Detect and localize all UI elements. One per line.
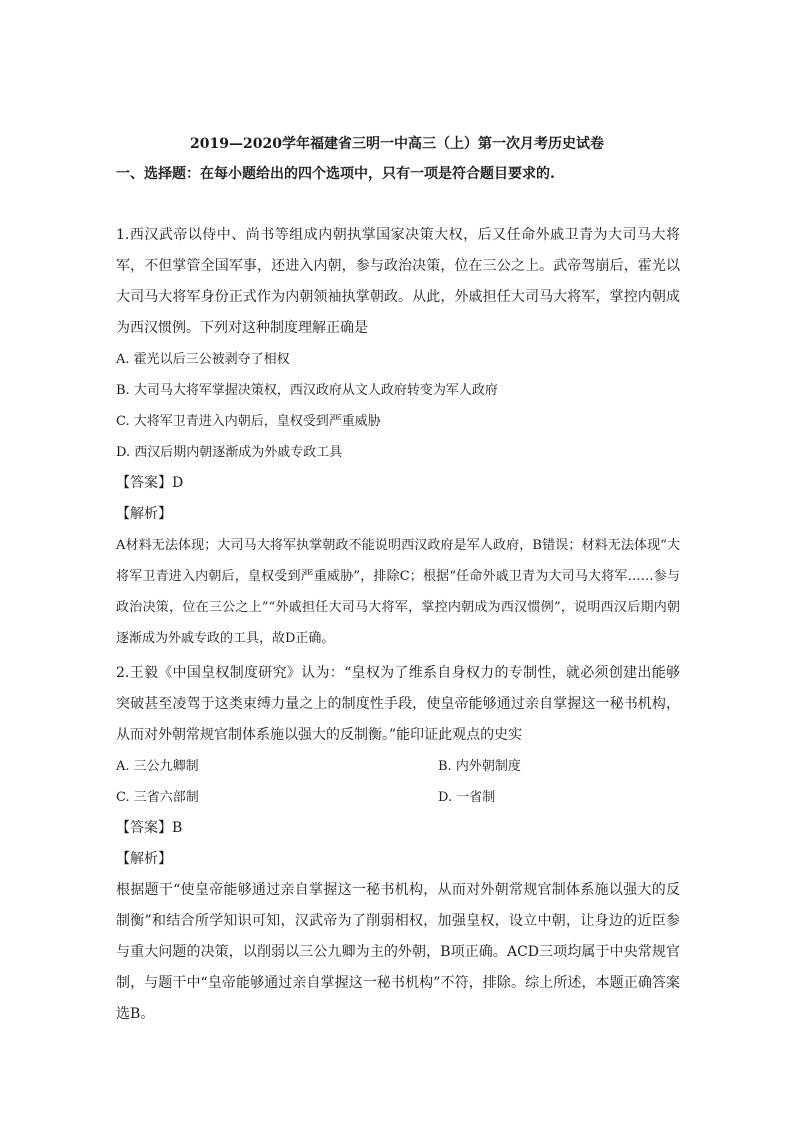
option-d: D. 西汉后期内朝逐渐成为外戚专政工具: [116, 445, 343, 460]
option-c: C. 三省六部制: [116, 790, 199, 805]
section-heading: 一、选择题：在每小题给出的四个选项中，只有一项是符合题目要求的.: [116, 166, 555, 182]
option-b: B. 内外朝制度: [438, 759, 521, 774]
question-stem: 2.王毅《中国皇权制度研究》认为：“皇权为了维系自身权力的专制性，就必须创建出能够突破甚至凌驾于这类束缚力量之上的制度性手段，使皇帝能够通过亲自掌握这一秘书机构，从而对外朝常规官制体系施以强大的反制衡。”能印证此观点的史实: [116, 665, 680, 743]
answer-label: 【答案】B: [116, 820, 183, 836]
option-a: A. 霍光以后三公被剥夺了相权: [116, 352, 290, 367]
options-row-1: [116, 751, 680, 782]
question-2: [116, 658, 680, 1030]
option-d: D. 一省制: [438, 790, 496, 805]
analysis-text: 根据题干“使皇帝能够通过亲自掌握这一秘书机构，从而对外朝常规官制体系施以强大的反制衡”和结合所学知识可知，汉武帝为了削弱相权，加强皇权，设立中朝，让身边的近臣参与重大问题的决策，以削弱以三公九卿为主的外朝，B项正确。ACD三项均属于中央常规官制，与题干中“皇帝能够通过亲自掌握这一秘书机构”不符，排除。综上所述，本题正确答案选B。: [116, 882, 680, 1022]
exam-title: 2019—2020学年福建省三明一中高三（上）第一次月考历史试卷: [190, 136, 604, 152]
option-a: A. 三公九卿制: [116, 759, 199, 774]
analysis-label: 【解析】: [116, 506, 172, 522]
analysis-label: 【解析】: [116, 851, 172, 867]
answer-label: 【答案】D: [116, 475, 184, 491]
question-stem: 1.西汉武帝以侍中、尚书等组成内朝执掌国家决策大权，后又任命外戚卫青为大司马大将军，不但掌管全国军事，还进入内朝，参与政治决策，位在三公之上。武帝驾崩后，霍光以大司马大将军身份正式作为内朝领袖执掌朝政。从此，外戚担任大司马大将军，掌控内朝成为西汉惯例。下列对这种制度理解正确是: [116, 227, 680, 336]
option-c: C. 大将军卫青进入内朝后，皇权受到严重威胁: [116, 414, 381, 429]
question-1: [116, 220, 680, 654]
analysis-text: A材料无法体现；大司马大将军执掌朝政不能说明西汉政府是军人政府，B错误；材料无法体现“大将军卫青进入内朝后，皇权受到严重威胁”，排除C；根据“任命外戚卫青为大司马大将军……参与政治决策，位在三公之上”“外戚担任大司马大将军，掌控内朝成为西汉惯例”，说明西汉后期内朝逐渐成为外戚专政的工具，故D正确。: [116, 538, 680, 646]
options-row-2: [116, 782, 680, 813]
option-b: B. 大司马大将军掌握决策权，西汉政府从文人政府转变为军人政府: [116, 383, 498, 398]
